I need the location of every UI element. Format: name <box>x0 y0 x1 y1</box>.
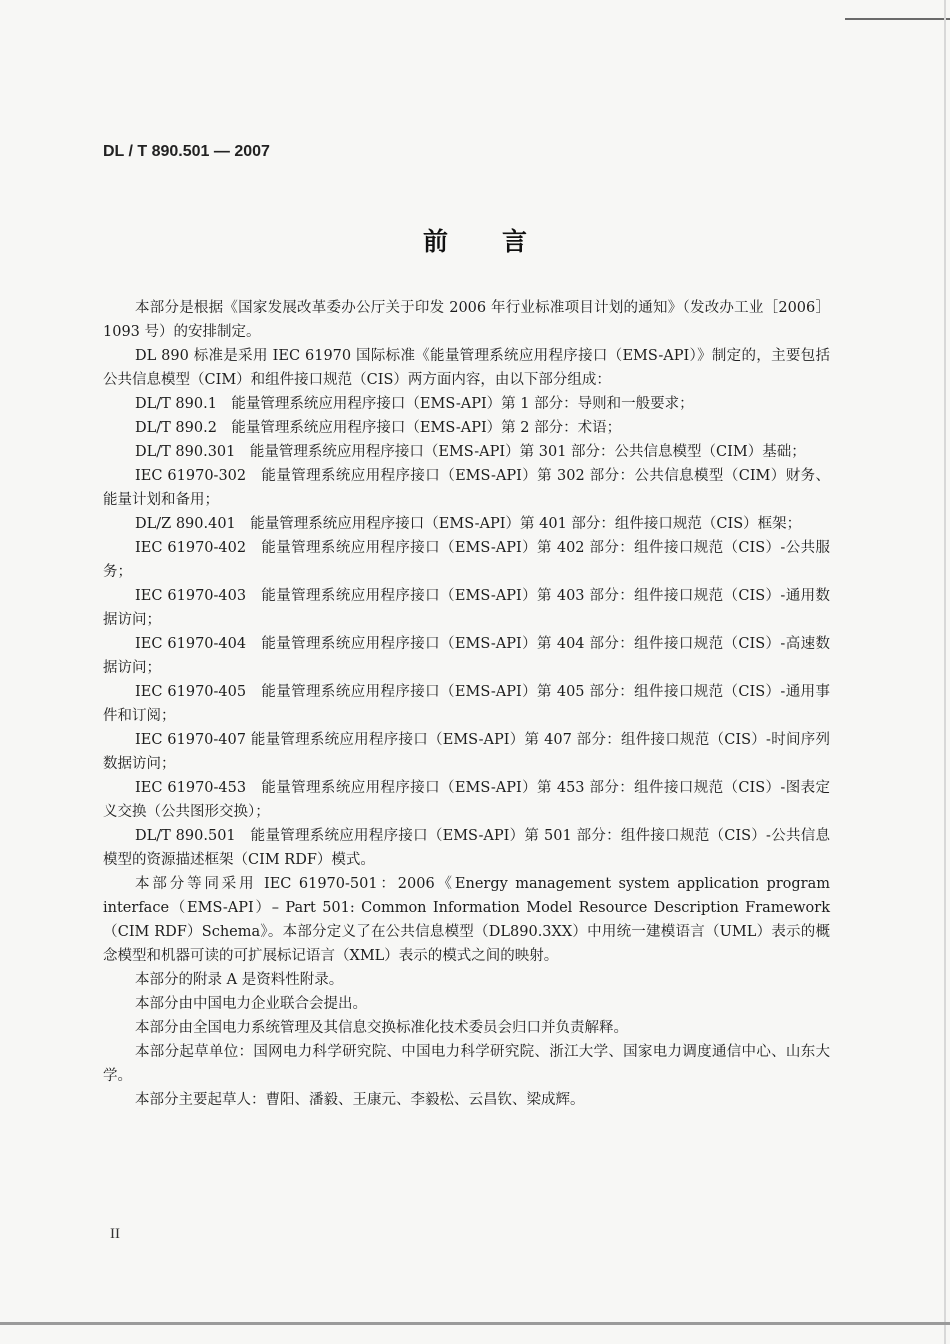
part-item: DL/Z 890.401 能量管理系统应用程序接口（EMS-API）第 401 部分：组件接口规范（CIS）框架； <box>135 516 802 532</box>
paragraph-basis: 本部分是根据《国家发展改革委办公厅关于印发 2006 年行业标准项目计划的通知》（发改办工业［2006］1093 号）的安排制定。 <box>103 300 830 340</box>
scan-edge-right <box>944 0 946 1344</box>
paragraph-drafting-units: 本部分起草单位：国网电力科学研究院、中国电力科学研究院、浙江大学、国家电力调度通信中心、山东大学。 <box>103 1044 830 1084</box>
foreword-body <box>103 296 830 1112</box>
part-item: DL/T 890.2 能量管理系统应用程序接口（EMS-API）第 2 部分：术语； <box>135 420 622 436</box>
part-item: IEC 61970-402 能量管理系统应用程序接口（EMS-API）第 402 部分：组件接口规范（CIS）-公共服务； <box>103 540 830 580</box>
page-title: 前言 <box>422 227 581 256</box>
standard-code: DL / T 890.501 — 2007 <box>103 143 270 160</box>
part-item: IEC 61970-405 能量管理系统应用程序接口（EMS-API）第 405 部分：组件接口规范（CIS）-通用事件和订阅； <box>103 684 830 724</box>
parts-list <box>103 392 830 872</box>
scan-edge-top <box>845 18 950 20</box>
part-item: DL/T 890.301 能量管理系统应用程序接口（EMS-API）第 301 部分：公共信息模型（CIM）基础； <box>135 444 806 460</box>
part-item: IEC 61970-453 能量管理系统应用程序接口（EMS-API）第 453 部分：组件接口规范（CIS）-图表定义交换（公共图形交换）； <box>103 780 830 820</box>
paragraph-adoption: 本部分等同采用 IEC 61970-501：2006《Energy management system application program interface（EMS-API）– Part 501: Common Information Model Resource Description Framework（CIM RDF）Schema》。本部分定义了在公共信息模型（DL890.3XX）中用统一建模语言（UML）表示的概念模型和机器可读的可扩展标记语言（XML）表示的模式之间的映射。 <box>103 876 830 964</box>
paragraph-drafters: 本部分主要起草人：曹阳、潘毅、王康元、李毅松、云昌钦、梁成辉。 <box>135 1092 585 1108</box>
paragraph-proposer: 本部分由中国电力企业联合会提出。 <box>135 996 367 1012</box>
page-number: II <box>110 1226 120 1242</box>
paragraph-responsible: 本部分由全国电力系统管理及其信息交换标准化技术委员会归口并负责解释。 <box>135 1020 628 1036</box>
paragraph-composition: DL 890 标准是采用 IEC 61970 国际标准《能量管理系统应用程序接口（EMS-API）》制定的，主要包括公共信息模型（CIM）和组件接口规范（CIS）两方面内容，由以下部分组成： <box>103 348 830 388</box>
paragraph-annex: 本部分的附录 A 是资料性附录。 <box>135 972 344 988</box>
part-item: IEC 61970-403 能量管理系统应用程序接口（EMS-API）第 403 部分：组件接口规范（CIS）-通用数据访问； <box>103 588 830 628</box>
part-item: DL/T 890.501 能量管理系统应用程序接口（EMS-API）第 501 部分：组件接口规范（CIS）-公共信息模型的资源描述框架（CIM RDF）模式。 <box>103 828 830 868</box>
scan-edge-bottom <box>0 1322 950 1325</box>
part-item: IEC 61970-302 能量管理系统应用程序接口（EMS-API）第 302 部分：公共信息模型（CIM）财务、能量计划和备用； <box>103 468 830 508</box>
part-item: IEC 61970-407 能量管理系统应用程序接口（EMS-API）第 407 部分：组件接口规范（CIS）-时间序列数据访问； <box>103 732 830 772</box>
part-item: DL/T 890.1 能量管理系统应用程序接口（EMS-API）第 1 部分：导则和一般要求； <box>135 396 694 412</box>
part-item: IEC 61970-404 能量管理系统应用程序接口（EMS-API）第 404 部分：组件接口规范（CIS）-高速数据访问； <box>103 636 830 676</box>
